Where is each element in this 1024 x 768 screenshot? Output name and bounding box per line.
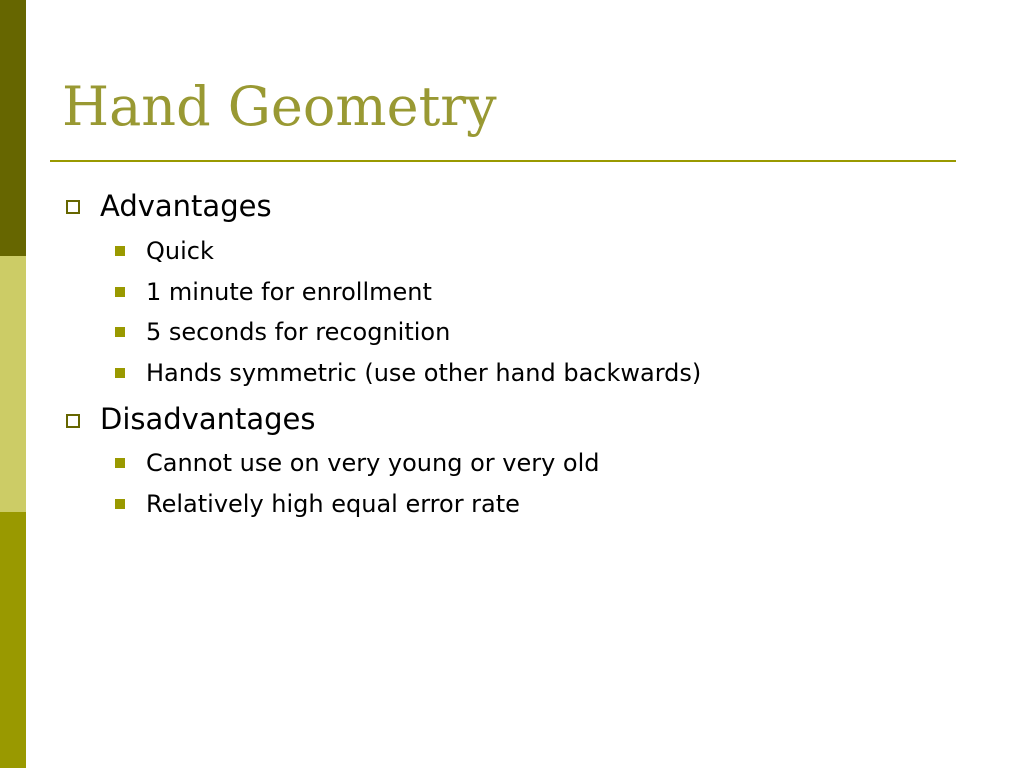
square-bullet-icon — [115, 499, 125, 509]
section-heading-advantages: Advantages — [100, 189, 272, 223]
slide-title: Hand Geometry — [62, 75, 497, 138]
square-bullet-icon — [115, 327, 125, 337]
list-item: Relatively high equal error rate — [146, 490, 520, 518]
side-bar-top-segment — [0, 0, 26, 256]
list-item: Cannot use on very young or very old — [146, 449, 600, 477]
list-item: 1 minute for enrollment — [146, 278, 432, 306]
side-bar-bottom-segment — [0, 512, 26, 768]
side-accent-bar — [0, 0, 26, 768]
section-heading-disadvantages: Disadvantages — [100, 402, 316, 436]
square-bullet-icon — [115, 246, 125, 256]
hollow-square-bullet-icon — [66, 200, 80, 214]
square-bullet-icon — [115, 287, 125, 297]
title-underline-rule — [50, 160, 956, 162]
square-bullet-icon — [115, 458, 125, 468]
list-item: 5 seconds for recognition — [146, 318, 451, 346]
side-bar-middle-segment — [0, 256, 26, 512]
list-item: Quick — [146, 237, 214, 265]
list-item: Hands symmetric (use other hand backwards) — [146, 359, 702, 387]
square-bullet-icon — [115, 368, 125, 378]
hollow-square-bullet-icon — [66, 414, 80, 428]
